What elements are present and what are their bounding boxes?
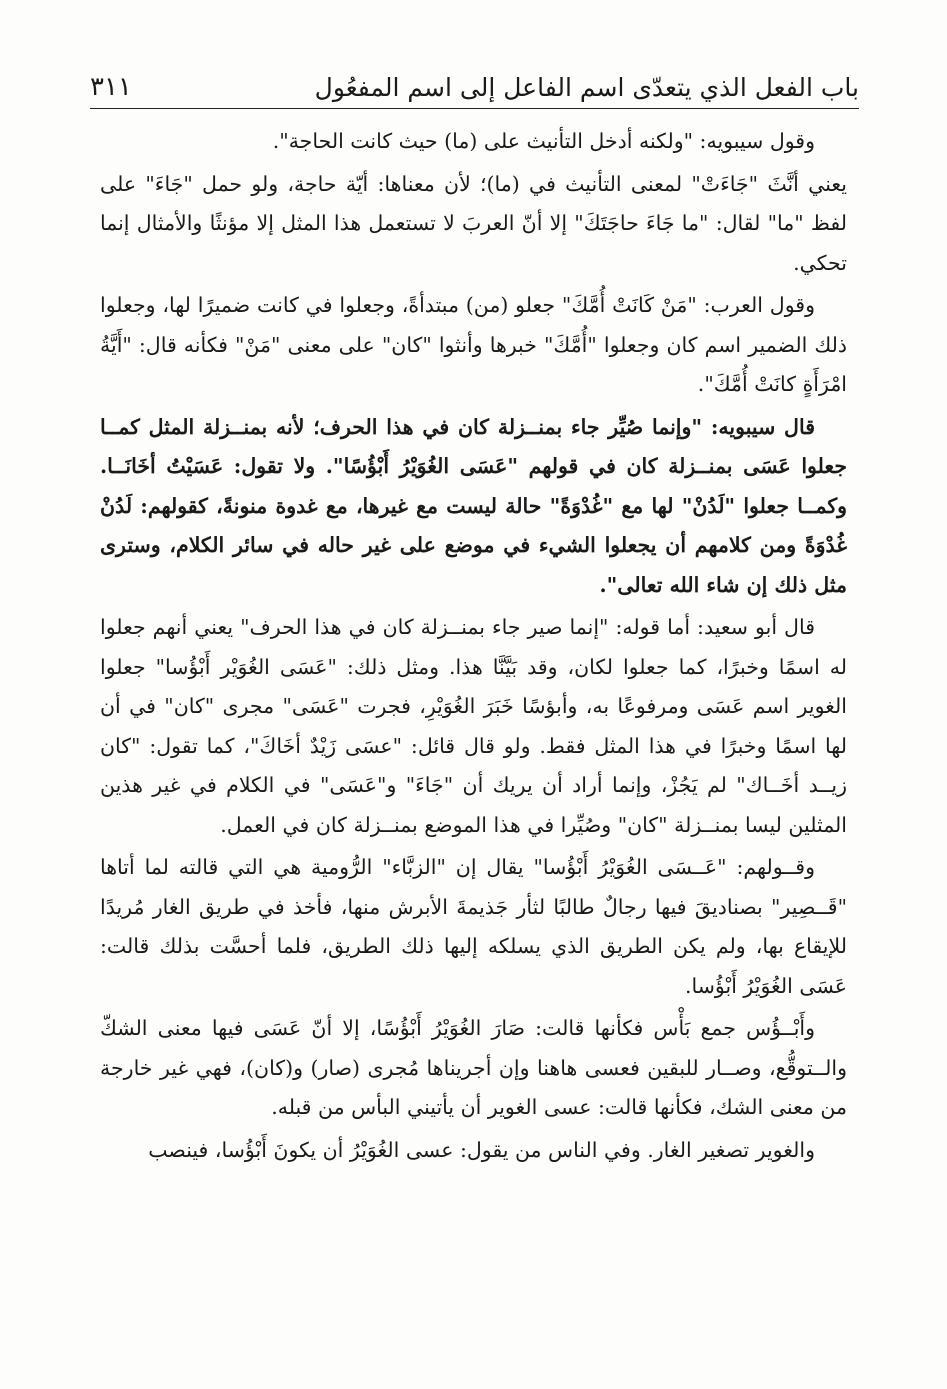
paragraph: يعني أنَّثَ "جَاءَتْ" لمعنى التأنيث في (ما)؛ لأن معناها: أيّة حاجة، ولو حمل "جَاءَ" على لفظ "ما" لقال: "ما جَاءَ حاجَتَكَ" إلا أنّ العربَ لا تستعمل هذا المثل إلا مؤنثًا والأمثال إنما تحكي.	[100, 171, 847, 275]
paragraph-quote-bold: قال سيبويه: "وإنما صُيِّر جاء بمنــزلة كان في هذا الحرف؛ لأنه بمنــزلة المثل كمــا جعلوا عَسَى بمنــزلة كان في قولهم "عَسَى الغُوَيْرُ أَبْؤُسًا". ولا تقول: عَسَيْتُ أخَانَــا. وكمــا جعلوا "لَدُنْ" لها مع "غُدْوَةً" حالة ليست مع غيرها، مع غدوة منونةً، كقولهم: لَدُنْ غُدْوَةً ومن كلامهم أن يجعلوا الشيء في موضع على غير حاله في سائر الكلام، وسترى مثل ذلك إن شاء الله تعالى".	[100, 414, 847, 597]
paragraph: وقــولهم: "عَــسَى الغُوَيْرُ أَبْؤُسا" يقال إن "الزبَّاء" الرُّومية هي التي قالته لما أتاها "قَــصِير" بصناديقَ فيها رجالٌ طالبًا لثأر جَذيمةَ الأبرش منها، فأخذ في طريق الغار مُريدًا للإيقاع بها، ولم يكن الطريق الذي يسلكه إليها ذلك الطريق، فلما أحسَّت بذلك قالت: عَسَى الغُوَيْرُ أَبْؤُسا.	[100, 855, 847, 998]
paragraph: والغوير تصغير الغار. وفي الناس من يقول: عسى الغُوَيْرُ أن يكونَ أَبْؤُسا، فينصب	[148, 1137, 815, 1162]
paragraph: وقول العرب: "مَنْ كَانَتْ أُمَّكَ" جعلو (من) مبتدأةً، وجعلوا في كانت ضميرًا لها، وجعلوا ذلك الضمير اسم كان وجعلوا "أُمَّكَ" خبرها وأنثوا "كان" على معنى "مَنْ" فكأنه قال: "أَيَّةُ امْرَأَةٍ كانَتْ أُمَّكَ".	[100, 293, 847, 396]
page-body	[100, 122, 847, 1365]
running-title: باب الفعل الذي يتعدّى اسم الفاعل إلى اسم المفعُول	[314, 73, 859, 102]
paragraph: قال أبو سعيد: أما قوله: "إنما صير جاء بمنــزلة كان في هذا الحرف" يعني أنهم جعلوا له اسمًا وخبرًا، كما جعلوا لكان، وقد بَيَّنَّا هذا. ومثل ذلك: "عَسَى الغُوَيْر أَبْؤُسا" جعلوا الغوير اسم عَسَى ومرفوعًا به، وأبؤسًا خَبَرَ الغُوَيْرِ، فجرت "عَسَى" مجرى "كان" في أن لها اسمًا وخبرًا في هذا المثل فقط. ولو قال قائل: "عسَى زَيْدٌ أخَاكَ"، كما تقول: "كان زيــد أخَــاك" لم يَجُزْ، وإنما أراد أن يريك أن "جَاءَ" و"عَسَى" في الكلام في غير هذين المثلين ليسا بمنــزلة "كان" وصُيِّرا في هذا الموضع بمنــزلة كان في العمل.	[100, 615, 847, 837]
page-number: ٣١١	[90, 72, 132, 102]
page-header	[90, 52, 859, 109]
paragraph: وأَبْــؤُس جمع بَأْس فكأنها قالت: صَارَ الغُوَيْرُ أَبْؤُسًا، إلا أنّ عَسَى فيها معنى الشكّ والــتوقُّع، وصــار للبقين فعسى هاهنا وإن أجريناها مُجرى (صار) و(كان)، فهي غير خارجة من معنى الشك، فكأنها قالت: عسى الغوير أن يأتيني البأس من قبله.	[100, 1016, 847, 1119]
paragraph: وقول سيبويه: "ولكنه أدخل التأنيث على (ما) حيث كانت الحاجة".	[272, 129, 815, 153]
